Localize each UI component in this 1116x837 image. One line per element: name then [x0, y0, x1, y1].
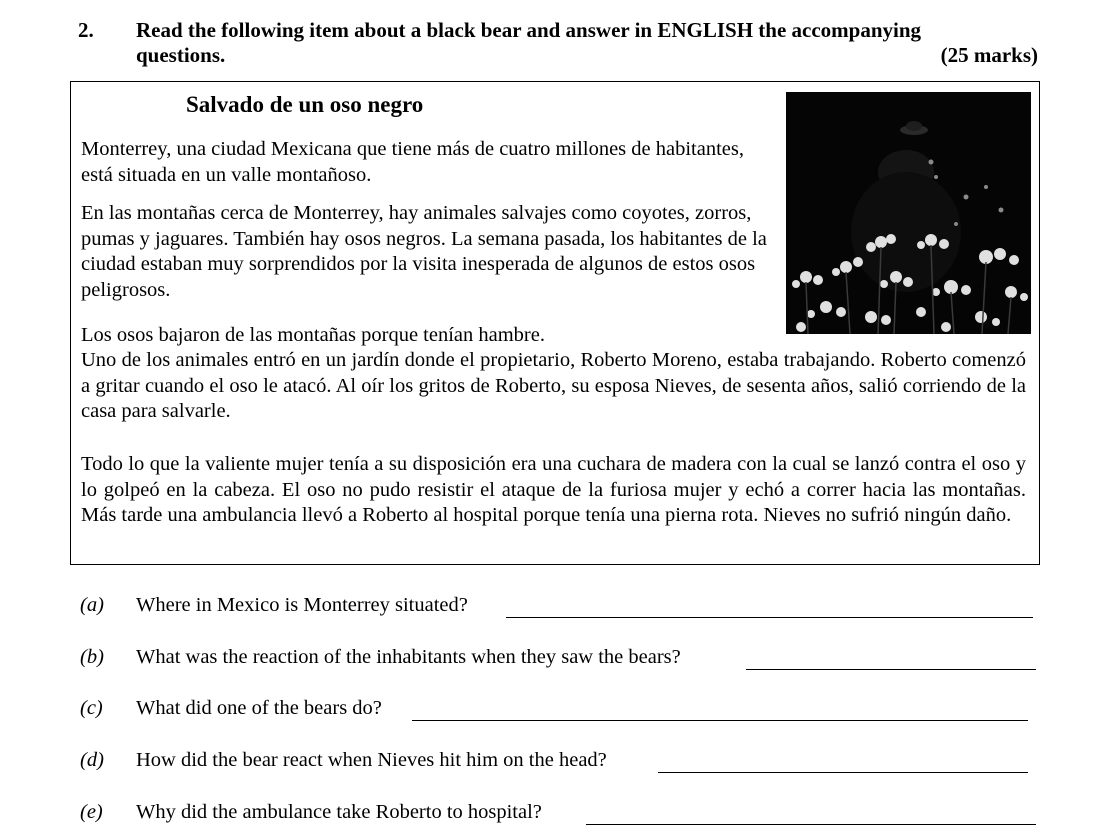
- article-box: [70, 81, 1040, 565]
- article-paragraph-4: Todo lo que la valiente mujer tenía a su disposición era una cuchara de madera con la cual se lanzó contra el oso y lo golpeó en la cabeza. El oso no pudo resistir el ataque de la furiosa mujer y echó a correr hacia las montañas. Más tarde una ambulancia llevó a Roberto al hospital porque tenía una pierna rota. Nieves no sufrió ningún daño.: [81, 453, 1026, 526]
- bear-photo: [786, 92, 1031, 334]
- bear-in-flowers-image: [786, 92, 1031, 334]
- question-label: (c): [80, 697, 103, 719]
- question-label: (a): [80, 594, 104, 616]
- question-instruction: [136, 18, 1016, 68]
- question-text: How did the bear react when Nieves hit him on the head?: [136, 749, 607, 771]
- question-b: [78, 646, 1038, 674]
- question-text: Where in Mexico is Monterrey situated?: [136, 594, 468, 616]
- answer-line-c[interactable]: [412, 720, 1028, 721]
- instruction-line-2: questions.: [136, 43, 226, 67]
- article-title: Salvado de un oso negro: [186, 92, 424, 117]
- article-paragraph-1: Monterrey, una ciudad Mexicana que tiene más de cuatro millones de habitantes, está situada en un valle montañoso.: [81, 138, 744, 186]
- answer-line-e[interactable]: [586, 824, 1036, 825]
- article-paragraph-3: Uno de los animales entró en un jardín donde el propietario, Roberto Moreno, estaba trabajando. Roberto comenzó a gritar cuando el oso le atacó. Al oír los gritos de Roberto, su esposa Nieves, de sesenta años, salió corriendo de la casa para salvarle.: [81, 349, 1026, 422]
- question-a: [78, 594, 1038, 622]
- question-c: [78, 697, 1038, 725]
- article-paragraph-2: En las montañas cerca de Monterrey, hay animales salvajes como coyotes, zorros, pumas y jaguares. También hay osos negros. La semana pasada, los habitantes de la ciudad estaban muy sorprendidos por la visita inesperada de algunos de estos osos peligrosos.: [81, 202, 767, 301]
- question-label: (b): [80, 646, 104, 668]
- question-text: What was the reaction of the inhabitants when they saw the bears?: [136, 646, 681, 668]
- question-number: 2.: [78, 18, 94, 42]
- question-label: (d): [80, 749, 104, 771]
- question-text: Why did the ambulance take Roberto to hospital?: [136, 801, 542, 823]
- question-d: [78, 749, 1038, 777]
- answer-line-d[interactable]: [658, 772, 1028, 773]
- question-label: (e): [80, 801, 103, 823]
- article-paragraph-3-line-1: Los osos bajaron de las montañas porque tenían hambre.: [81, 324, 545, 346]
- question-marks: (25 marks): [940, 43, 1038, 67]
- instruction-line-1: Read the following item about a black bear and answer in ENGLISH the accompanying: [136, 18, 922, 42]
- question-text: What did one of the bears do?: [136, 697, 382, 719]
- answer-line-b[interactable]: [746, 669, 1036, 670]
- answer-line-a[interactable]: [506, 617, 1033, 618]
- question-e: [78, 801, 1038, 829]
